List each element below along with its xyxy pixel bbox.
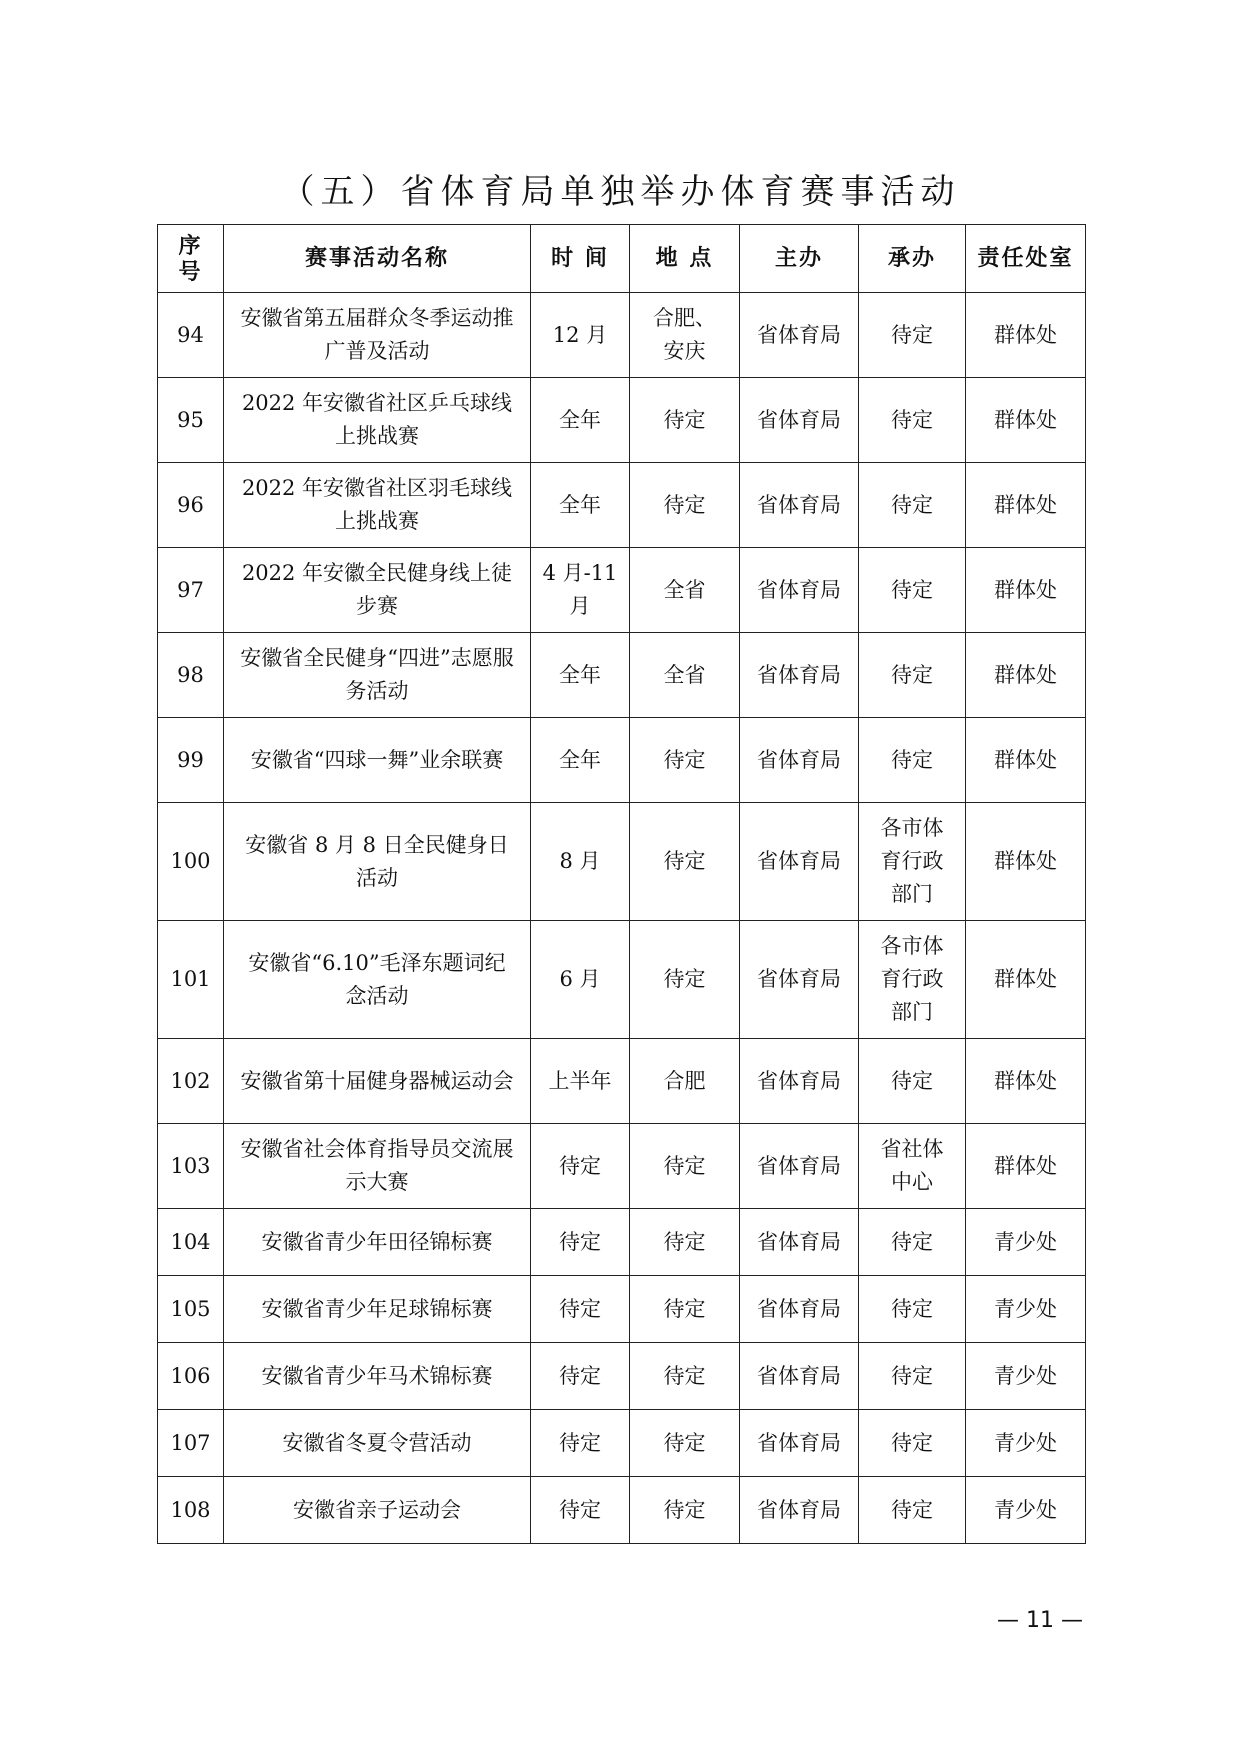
cell-host: 省体育局 xyxy=(740,1039,859,1124)
cell-organizer: 待定 xyxy=(859,1410,966,1477)
cell-name: 安徽省第十届健身器械运动会 xyxy=(224,1039,531,1124)
table-row xyxy=(158,1477,1086,1544)
cell-time: 6 月 xyxy=(531,921,630,1039)
cell-place: 待定 xyxy=(630,803,740,921)
header-time: 时 间 xyxy=(531,225,630,293)
cell-no: 103 xyxy=(158,1124,224,1209)
cell-name: 2022 年安徽省社区乒乓球线上挑战赛 xyxy=(224,378,531,463)
cell-dept: 群体处 xyxy=(966,293,1086,378)
table-row xyxy=(158,1276,1086,1343)
table-row xyxy=(158,921,1086,1039)
cell-place: 待定 xyxy=(630,1276,740,1343)
cell-place: 待定 xyxy=(630,1124,740,1209)
cell-host: 省体育局 xyxy=(740,1343,859,1410)
cell-name: 安徽省冬夏令营活动 xyxy=(224,1410,531,1477)
cell-dept: 群体处 xyxy=(966,463,1086,548)
cell-name: 安徽省“四球一舞”业余联赛 xyxy=(224,718,531,803)
cell-place: 全省 xyxy=(630,548,740,633)
cell-organizer: 待定 xyxy=(859,1209,966,1276)
cell-dept: 青少处 xyxy=(966,1410,1086,1477)
header-dept: 责任处室 xyxy=(966,225,1086,293)
cell-time: 待定 xyxy=(531,1276,630,1343)
cell-no: 107 xyxy=(158,1410,224,1477)
cell-host: 省体育局 xyxy=(740,803,859,921)
cell-name: 安徽省全民健身“四进”志愿服务活动 xyxy=(224,633,531,718)
cell-organizer: 待定 xyxy=(859,633,966,718)
page-title: （五）省体育局单独举办体育赛事活动 xyxy=(280,172,961,212)
cell-dept: 群体处 xyxy=(966,548,1086,633)
cell-dept: 群体处 xyxy=(966,921,1086,1039)
cell-time: 待定 xyxy=(531,1343,630,1410)
cell-host: 省体育局 xyxy=(740,633,859,718)
cell-host: 省体育局 xyxy=(740,1410,859,1477)
cell-dept: 群体处 xyxy=(966,803,1086,921)
table-row xyxy=(158,1039,1086,1124)
cell-organizer: 待定 xyxy=(859,1039,966,1124)
cell-place: 待定 xyxy=(630,1410,740,1477)
cell-organizer: 待定 xyxy=(859,1276,966,1343)
table-row xyxy=(158,293,1086,378)
cell-time: 待定 xyxy=(531,1209,630,1276)
cell-place: 待定 xyxy=(630,1343,740,1410)
cell-place: 待定 xyxy=(630,1209,740,1276)
cell-time: 全年 xyxy=(531,463,630,548)
cell-dept: 青少处 xyxy=(966,1343,1086,1410)
table-row xyxy=(158,378,1086,463)
cell-organizer: 待定 xyxy=(859,718,966,803)
cell-place: 合肥 xyxy=(630,1039,740,1124)
cell-host: 省体育局 xyxy=(740,718,859,803)
cell-place: 待定 xyxy=(630,921,740,1039)
cell-time: 12 月 xyxy=(531,293,630,378)
cell-host: 省体育局 xyxy=(740,548,859,633)
header-host: 主办 xyxy=(740,225,859,293)
cell-dept: 群体处 xyxy=(966,1039,1086,1124)
cell-name: 安徽省“6.10”毛泽东题词纪念活动 xyxy=(224,921,531,1039)
table-row xyxy=(158,1209,1086,1276)
cell-organizer: 待定 xyxy=(859,548,966,633)
cell-organizer: 待定 xyxy=(859,1477,966,1544)
cell-time: 待定 xyxy=(531,1410,630,1477)
cell-place: 待定 xyxy=(630,1477,740,1544)
cell-organizer: 省社体中心 xyxy=(859,1124,966,1209)
table-header-row xyxy=(158,225,1086,293)
cell-no: 106 xyxy=(158,1343,224,1410)
cell-time: 4 月-11 月 xyxy=(531,548,630,633)
page-number: — 11 — xyxy=(997,1608,1083,1633)
cell-no: 97 xyxy=(158,548,224,633)
cell-time: 待定 xyxy=(531,1477,630,1544)
cell-no: 100 xyxy=(158,803,224,921)
cell-no: 96 xyxy=(158,463,224,548)
cell-no: 99 xyxy=(158,718,224,803)
cell-host: 省体育局 xyxy=(740,1209,859,1276)
cell-dept: 群体处 xyxy=(966,633,1086,718)
cell-place: 待定 xyxy=(630,378,740,463)
cell-time: 全年 xyxy=(531,633,630,718)
table-row xyxy=(158,1410,1086,1477)
cell-place: 待定 xyxy=(630,718,740,803)
cell-no: 98 xyxy=(158,633,224,718)
cell-host: 省体育局 xyxy=(740,1477,859,1544)
cell-organizer: 待定 xyxy=(859,463,966,548)
events-table xyxy=(157,224,1086,1544)
table-row xyxy=(158,1343,1086,1410)
cell-organizer: 待定 xyxy=(859,378,966,463)
header-no: 序号 xyxy=(158,225,224,293)
cell-place: 合肥、安庆 xyxy=(630,293,740,378)
cell-host: 省体育局 xyxy=(740,1276,859,1343)
cell-host: 省体育局 xyxy=(740,463,859,548)
cell-organizer: 待定 xyxy=(859,293,966,378)
cell-dept: 青少处 xyxy=(966,1209,1086,1276)
cell-time: 8 月 xyxy=(531,803,630,921)
cell-dept: 青少处 xyxy=(966,1477,1086,1544)
cell-name: 2022 年安徽全民健身线上徒步赛 xyxy=(224,548,531,633)
cell-time: 待定 xyxy=(531,1124,630,1209)
cell-place: 待定 xyxy=(630,463,740,548)
cell-dept: 群体处 xyxy=(966,718,1086,803)
cell-name: 2022 年安徽省社区羽毛球线上挑战赛 xyxy=(224,463,531,548)
cell-no: 108 xyxy=(158,1477,224,1544)
table-row xyxy=(158,633,1086,718)
cell-name: 安徽省社会体育指导员交流展示大赛 xyxy=(224,1124,531,1209)
cell-host: 省体育局 xyxy=(740,293,859,378)
cell-time: 全年 xyxy=(531,718,630,803)
table-row xyxy=(158,803,1086,921)
cell-dept: 群体处 xyxy=(966,378,1086,463)
cell-dept: 群体处 xyxy=(966,1124,1086,1209)
cell-no: 101 xyxy=(158,921,224,1039)
cell-name: 安徽省青少年马术锦标赛 xyxy=(224,1343,531,1410)
header-place: 地 点 xyxy=(630,225,740,293)
table-row xyxy=(158,463,1086,548)
cell-dept: 青少处 xyxy=(966,1276,1086,1343)
cell-name: 安徽省第五届群众冬季运动推广普及活动 xyxy=(224,293,531,378)
cell-time: 上半年 xyxy=(531,1039,630,1124)
header-organizer: 承办 xyxy=(859,225,966,293)
cell-no: 102 xyxy=(158,1039,224,1124)
cell-organizer: 待定 xyxy=(859,1343,966,1410)
header-name: 赛事活动名称 xyxy=(224,225,531,293)
cell-no: 105 xyxy=(158,1276,224,1343)
cell-name: 安徽省青少年足球锦标赛 xyxy=(224,1276,531,1343)
table-row xyxy=(158,548,1086,633)
cell-host: 省体育局 xyxy=(740,921,859,1039)
cell-no: 104 xyxy=(158,1209,224,1276)
cell-name: 安徽省青少年田径锦标赛 xyxy=(224,1209,531,1276)
cell-place: 全省 xyxy=(630,633,740,718)
cell-organizer: 各市体育行政部门 xyxy=(859,921,966,1039)
cell-name: 安徽省亲子运动会 xyxy=(224,1477,531,1544)
cell-time: 全年 xyxy=(531,378,630,463)
cell-name: 安徽省 8 月 8 日全民健身日活动 xyxy=(224,803,531,921)
table-row xyxy=(158,718,1086,803)
cell-organizer: 各市体育行政部门 xyxy=(859,803,966,921)
table-row xyxy=(158,1124,1086,1209)
cell-no: 94 xyxy=(158,293,224,378)
cell-no: 95 xyxy=(158,378,224,463)
cell-host: 省体育局 xyxy=(740,1124,859,1209)
cell-host: 省体育局 xyxy=(740,378,859,463)
